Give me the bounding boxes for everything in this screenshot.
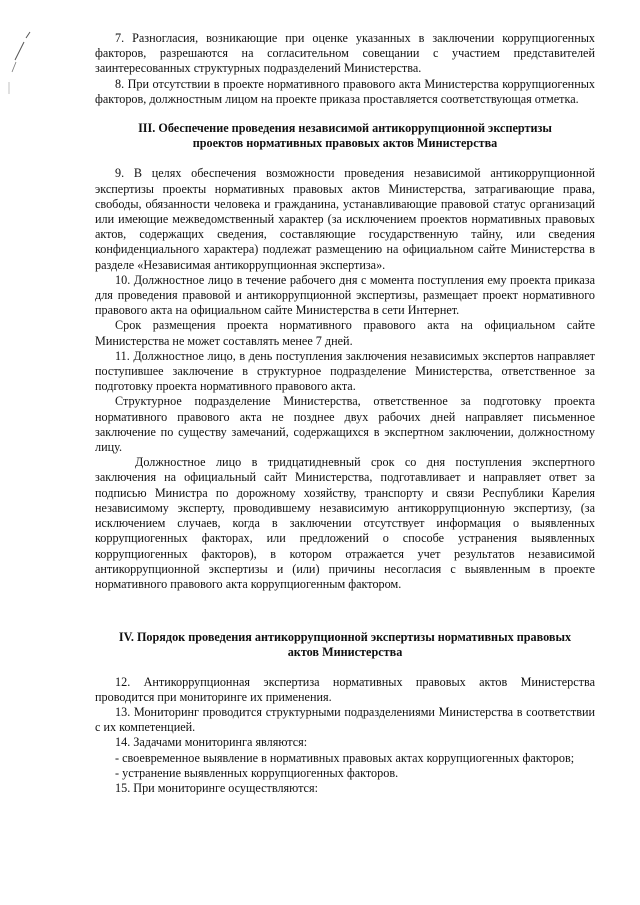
paragraph-14-item-2: - устранение выявленных коррупциогенных факторов. bbox=[115, 765, 399, 780]
paragraph-13: 13. Мониторинг проводится структурными подразделениями Министерства в соответствии с их компетенцией. bbox=[95, 704, 595, 735]
paragraph-15: 15. При мониторинге осуществляются: bbox=[115, 780, 318, 795]
paragraph-8: 8. При отсутствии в проекте нормативного правового акта Министерства коррупциогенных факторов, должностным лицом на проекте приказа проставляется соответствующая отметка. bbox=[95, 76, 595, 106]
scan-artifact-mark bbox=[6, 28, 32, 98]
paragraph-12: 12. Антикоррупционная экспертиза нормативных правовых актов Министерства проводится при мониторинге их применения. bbox=[95, 674, 595, 704]
paragraph-9: 9. В целях обеспечения возможности проведения независимой антикоррупционной экспертизы проекты нормативных правовых актов Министерства, затрагивающие права, свободы, обязанности человека и гражданина, устанавливающие правовой статус организаций или имеющие межведомственный характер (за исключением проектов нормативных правовых актов, содержащих сведения, составляющие государственную тайну, или сведения конфиденциального характера) подлежат размещению на официальном сайте Министерства в разделе «Независимая антикоррупционная экспертиза». bbox=[95, 166, 595, 272]
document-body bbox=[95, 31, 595, 796]
paragraph-10: 10. Должностное лицо в течение рабочего дня с момента поступления ему проекта приказа для проведения правовой и антикоррупционной экспертизы, размещает проект нормативного правового акта на официальном сайте Министерства в сети Интернет. bbox=[95, 272, 595, 318]
paragraph-10-term: Срок размещения проекта нормативного правового акта на официальном сайте Министерства не может составлять менее 7 дней. bbox=[95, 318, 595, 348]
paragraph-11: 11. Должностное лицо, в день поступления заключения независимых экспертов направляет поступившее заключение в структурное подразделение Министерства, ответственное за подготовку проекта нормативного правового акта. bbox=[95, 348, 595, 394]
section-heading-iii: III. Обеспечение проведения независимой антикоррупционной экспертизы проектов нормативных правовых актов Министерства bbox=[138, 121, 552, 151]
paragraph-11-division: Структурное подразделение Министерства, ответственное за подготовку проекта нормативного правового акта не позднее двух рабочих дней направляет письменное заключение по существу замечаний, содержащихся в экспертном заключении, должностному лицу. bbox=[95, 394, 595, 455]
paragraph-14: 14. Задачами мониторинга являются: bbox=[115, 735, 308, 750]
paragraph-14-item-1: - своевременное выявление в нормативных правовых актах коррупциогенных факторов; bbox=[115, 750, 575, 765]
section-heading-iv: IV. Порядок проведения антикоррупционной экспертизы нормативных правовых актов Министерства bbox=[118, 630, 572, 660]
paragraph-7: 7. Разногласия, возникающие при оценке указанных в заключении коррупциогенных факторов, разрешаются на согласительном совещании с участием представителей заинтересованных структурных подразделений Министерства. bbox=[95, 31, 595, 76]
paragraph-11-official: Должностное лицо в тридцатидневный срок со дня поступления экспертного заключения на официальный сайт Министерства, подготавливает и направляет ответ за подписью Министра по дорожному хозяйству, транспорту и связи Республики Карелия независимому эксперту, проводившему независимую антикоррупционную экспертизу, (за исключением случаев, когда в заключении отсутствует информация о выявленных коррупциогенных факторах, или предложений о способе устранения выявленных коррупциогенных факторов), в котором отражается учет результатов независимой антикоррупционной экспертизы и (или) причины несогласия с выявленным в проекте нормативного правового акта коррупциогенным фактором. bbox=[95, 455, 595, 591]
